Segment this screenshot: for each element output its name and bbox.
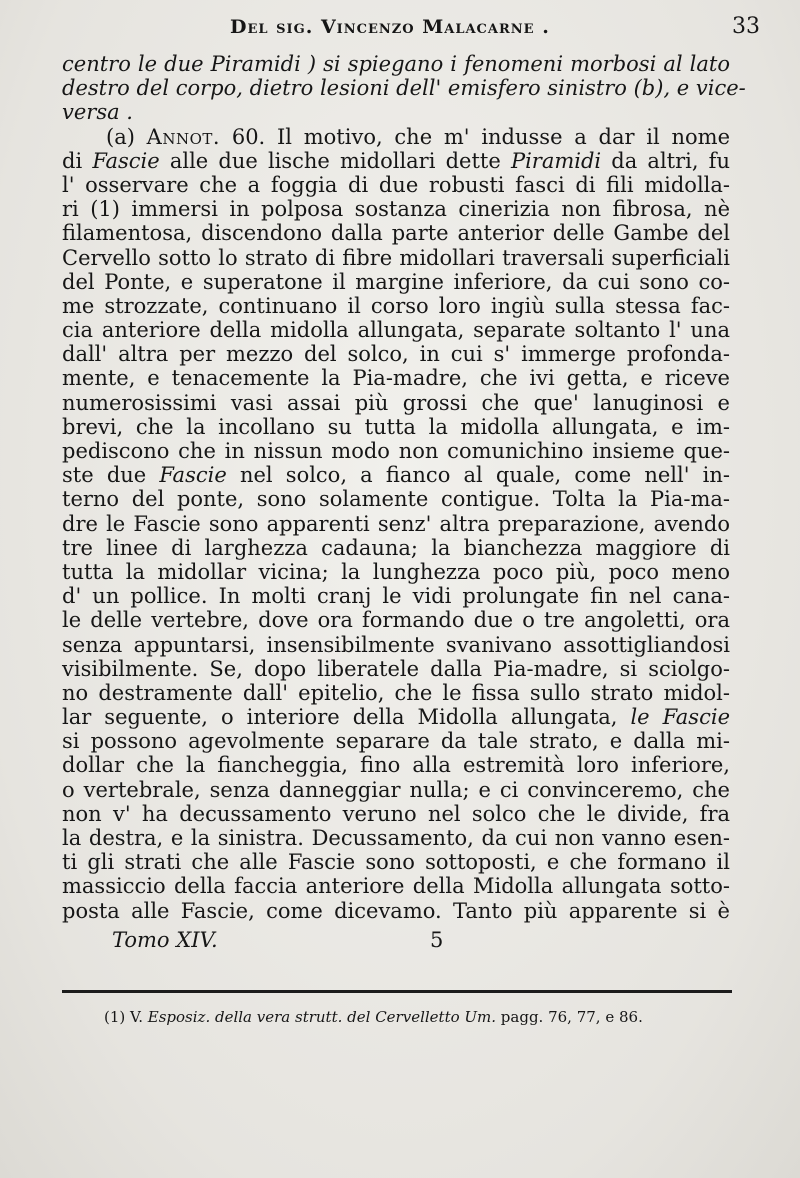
text-line (62, 463, 730, 487)
signature-line (112, 928, 512, 956)
text-line: ri (1) immersi in polposa sostanza cinerizia non fibrosa, nè (62, 197, 730, 222)
volume-label: Tomo XIV. (112, 928, 218, 952)
page-header (0, 10, 800, 42)
text-line: le delle vertebre, dove ora formando due o tre angoletti, ora (62, 608, 730, 633)
term-piramidi: Piramidi (510, 148, 602, 173)
text-segment: lar seguente, o interiore della Midolla allungata, (62, 705, 631, 730)
text-line: posta alle Fascie, come dicevamo. Tanto più apparente si è (62, 898, 730, 923)
text-line: pediscono che in nissun modo non comunichino insieme que- (62, 439, 730, 463)
text-line: filamentosa, discendono dalla parte anterior delle Gambe del (62, 221, 730, 246)
footnote (104, 1008, 643, 1026)
text-line: no destramente dall' epitelio, che le fissa sullo strato midol- (62, 680, 730, 705)
text-line: terno del ponte, sono solamente contigue. Tolta la Pia-ma- (62, 487, 730, 512)
text-line: versa . (62, 100, 133, 125)
text-segment: ste due (62, 463, 160, 488)
text-segment: nel solco, a fianco al quale, come nell' in- (226, 463, 731, 488)
text-segment: di (62, 148, 93, 173)
footnote-title: Esposiz. della vera strutt. del Cervelletto Um. (147, 1008, 497, 1026)
text-line: destro del corpo, dietro lesioni dell' emisfero sinistro (b), e vice- (62, 76, 746, 101)
text-line: tre linee di larghezza cadauna; la bianchezza maggiore di (62, 535, 730, 560)
text-line: si possono agevolmente separare da tale strato, e dalla mi- (62, 729, 730, 754)
text-line: tutta la midollar vicina; la lunghezza poco più, poco meno (62, 559, 730, 584)
text-line: brevi, che la incollano su tutta la midolla allungata, e im- (62, 414, 730, 439)
text-line: del Ponte, e superatone il margine inferiore, da cui sono co- (62, 269, 730, 294)
text-segment: da altri, fu (601, 148, 730, 173)
text-line: l' osservare che a foggia di due robusti fasci di fili midolla- (62, 172, 730, 197)
text-segment: 60. Il motivo, che m' indusse a dar il nome (220, 124, 730, 149)
footnote-marker: (1) V. (104, 1008, 148, 1026)
text-line: centro le due Piramidi ) si spiegano i fenomeni morbosi al lato (62, 52, 730, 76)
note-word: Annot. (146, 124, 221, 149)
text-line: cia anteriore della midolla allungata, separate soltanto l' una (62, 318, 730, 343)
running-head: Del sig. Vincenzo Malacarne . (230, 16, 550, 38)
signature-mark: 5 (430, 928, 444, 952)
text-line: massiccio della faccia anteriore della Midolla allungata sotto- (62, 874, 730, 899)
text-line: me strozzate, continuano il corso loro ingiù sulla stessa fac- (62, 293, 730, 318)
text-line: o vertebrale, senza danneggiar nulla; e ci convinceremo, che (62, 777, 730, 802)
text-line: ti gli strati che alle Fascie sono sottoposti, e che formano il (62, 850, 730, 875)
text-line: la destra, e la sinistra. Decussamento, da cui non vanno esen- (62, 826, 730, 850)
footnote-pages: pagg. 76, 77, e 86. (496, 1008, 643, 1026)
footnote-rule (62, 990, 732, 993)
term-le-fascie: le Fascie (630, 705, 730, 730)
text-line: numerosissimi vasi assai più grossi che que' lanuginosi e (62, 390, 730, 415)
page-number: 33 (732, 14, 760, 39)
annotation-line (62, 125, 730, 149)
text-segment: alle due lische midollari dette (159, 148, 511, 173)
text-line: visibilmente. Se, dopo liberatele dalla Pia-madre, si sciolgo- (62, 656, 730, 681)
note-label: (a) (106, 124, 135, 149)
term-fascie: Fascie (92, 148, 160, 173)
text-line: dre le Fascie sono apparenti senz' altra preparazione, avendo (62, 511, 730, 536)
text-line: Cervello sotto lo strato di fibre midollari traversali superficiali (62, 245, 730, 270)
text-line: non v' ha decussamento veruno nel solco che le divide, fra (62, 801, 730, 826)
text-line (62, 705, 730, 729)
text-line: d' un pollice. In molti cranj le vidi prolungate fin nel cana- (62, 584, 730, 609)
text-line (62, 149, 730, 173)
text-line: senza appuntarsi, insensibilmente svanivano assottigliandosi (62, 632, 730, 657)
text-line: dall' altra per mezzo del solco, in cui s' immerge profonda- (62, 342, 730, 367)
text-line: mente, e tenacemente la Pia-madre, che ivi getta, e riceve (62, 366, 730, 391)
text-line: dollar che la fiancheggia, fino alla estremità loro inferiore, (62, 753, 730, 778)
body-text (62, 52, 746, 923)
term-fascie: Fascie (159, 463, 227, 488)
